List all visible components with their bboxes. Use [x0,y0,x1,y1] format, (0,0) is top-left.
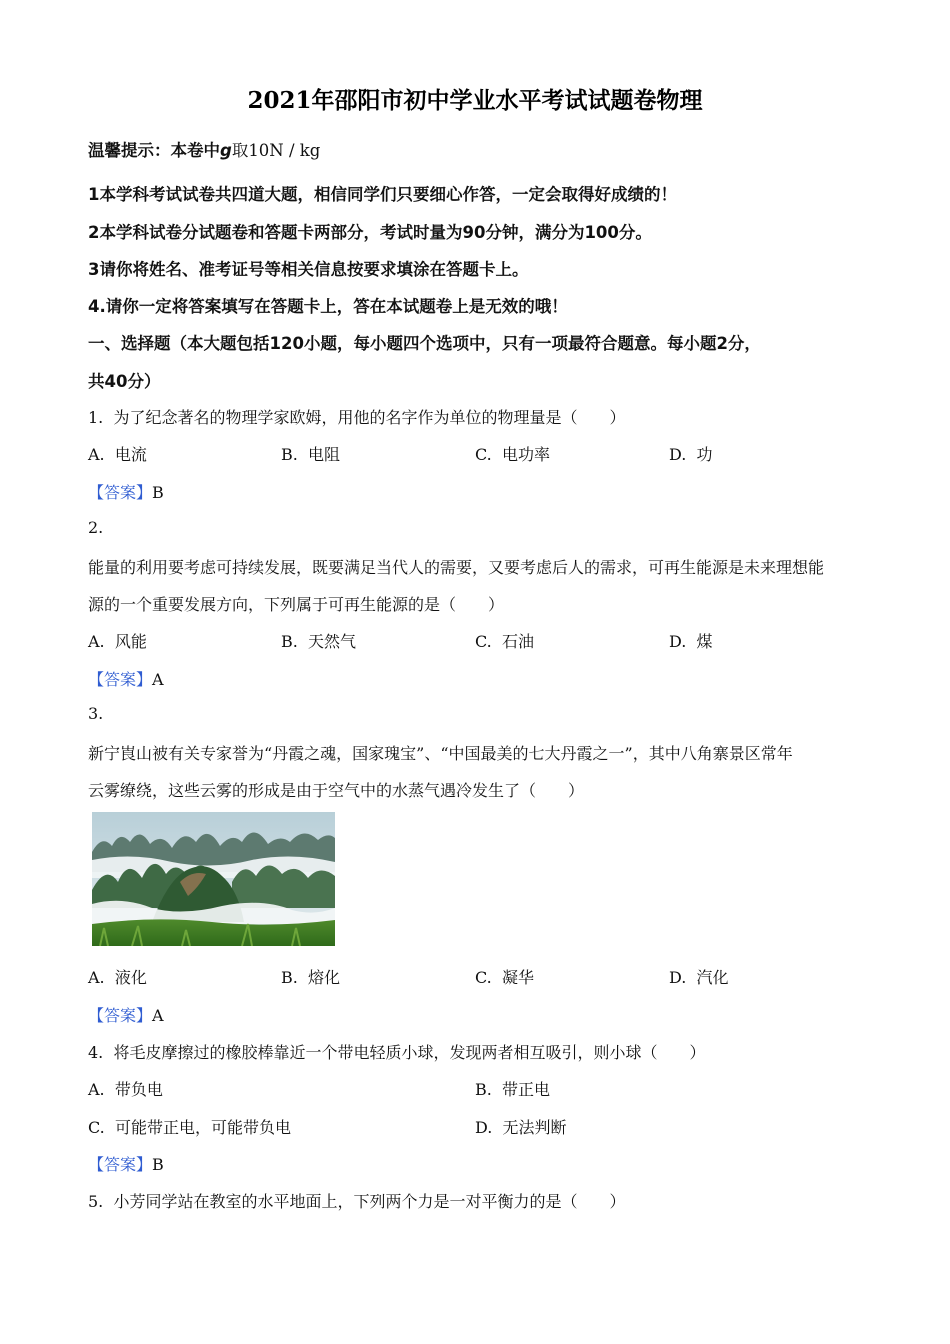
answer-value: B [152,483,164,502]
q3-option-d: D. 汽化 [669,968,729,987]
q3-answer [88,1003,164,1026]
q4-answer [88,1152,164,1175]
q4-option-a: A. 带负电 [88,1080,163,1099]
q2-option-c: C. 石油 [475,632,534,651]
note-1: 1本学科考试试卷共四道大题，相信同学们只要细心作答，一定会取得好成绩的！ [88,185,677,204]
note-4: 4.请你一定将答案填写在答题卡上，答在本试题卷上是无效的哦！ [88,297,568,316]
q1-option-d: D. 功 [669,445,713,464]
tips-prefix: 温馨提示：本卷中 [88,141,220,160]
answer-tag: 【答案】 [88,1006,153,1025]
question-2-text-line1: 能量的利用要考虑可持续发展，既要满足当代人的需要，又要考虑后人的需求，可再生能源是未来理想能 [88,558,825,577]
answer-tag: 【答案】 [88,483,153,502]
question-text: 小芳同学站在教室的水平地面上，下列两个力是一对平衡力的是（ ） [113,1192,626,1211]
q2-option-d: D. 煤 [669,632,713,651]
tips-g-symbol: g [220,141,232,160]
page-title: 2021年邵阳市初中学业水平考试试题卷物理 [247,87,703,114]
tips-line [88,137,320,161]
question-2-number: 2. [88,518,104,537]
q2-answer [88,667,164,690]
question-number: 1. [88,408,104,427]
q1-option-b: B. 电阻 [281,445,341,464]
question-text: 为了纪念著名的物理学家欧姆，用他的名字作为单位的物理量是（ ） [113,408,626,427]
q3-option-b: B. 熔化 [281,968,341,987]
question-number: 4. [88,1043,104,1062]
q4-option-d: D. 无法判断 [475,1118,567,1137]
question-4 [88,1040,705,1063]
note-3: 3请你将姓名、准考证号等相关信息按要求填涂在答题卡上。 [88,260,529,279]
section1-heading-line1: 一、选择题（本大题包括120小题，每小题四个选项中，只有一项最符合题意。每小题2分， [88,334,761,353]
question-3-text-line2: 云雾缭绕，这些云雾的形成是由于空气中的水蒸气遇冷发生了（ ） [88,781,585,800]
answer-tag: 【答案】 [88,670,153,689]
mountain-cloud-photo [92,812,335,946]
question-1 [88,405,625,428]
q1-answer [88,480,164,503]
answer-value: B [152,1155,164,1174]
q2-option-a: A. 风能 [88,632,147,651]
question-text: 将毛皮摩擦过的橡胶棒靠近一个带电轻质小球，发现两者相互吸引，则小球（ ） [113,1043,706,1062]
q3-option-c: C. 凝华 [475,968,534,987]
question-number: 5. [88,1192,104,1211]
q3-option-a: A. 液化 [88,968,147,987]
section1-heading-line2: 共40分） [88,372,161,391]
q4-option-c: C. 可能带正电，可能带负电 [88,1118,291,1137]
tips-suffix: 取10N / kg [231,141,321,160]
answer-tag: 【答案】 [88,1155,153,1174]
answer-value: A [152,1006,164,1025]
answer-value: A [152,670,164,689]
question-3-text-line1: 新宁崀山被有关专家誉为“丹霞之魂，国家瑰宝”、“中国最美的七大丹霞之一”，其中八角寨景区常年 [88,744,793,763]
q1-option-c: C. 电功率 [475,445,550,464]
q2-option-b: B. 天然气 [281,632,357,651]
question-5 [88,1189,625,1212]
note-2: 2本学科试卷分试题卷和答题卡两部分，考试时量为90分钟，满分为100分。 [88,223,652,242]
q1-option-a: A. 电流 [88,445,147,464]
question-3-number: 3. [88,704,104,723]
question-2-text-line2: 源的一个重要发展方向，下列属于可再生能源的是（ ） [88,595,505,614]
q4-option-b: B. 带正电 [475,1080,551,1099]
